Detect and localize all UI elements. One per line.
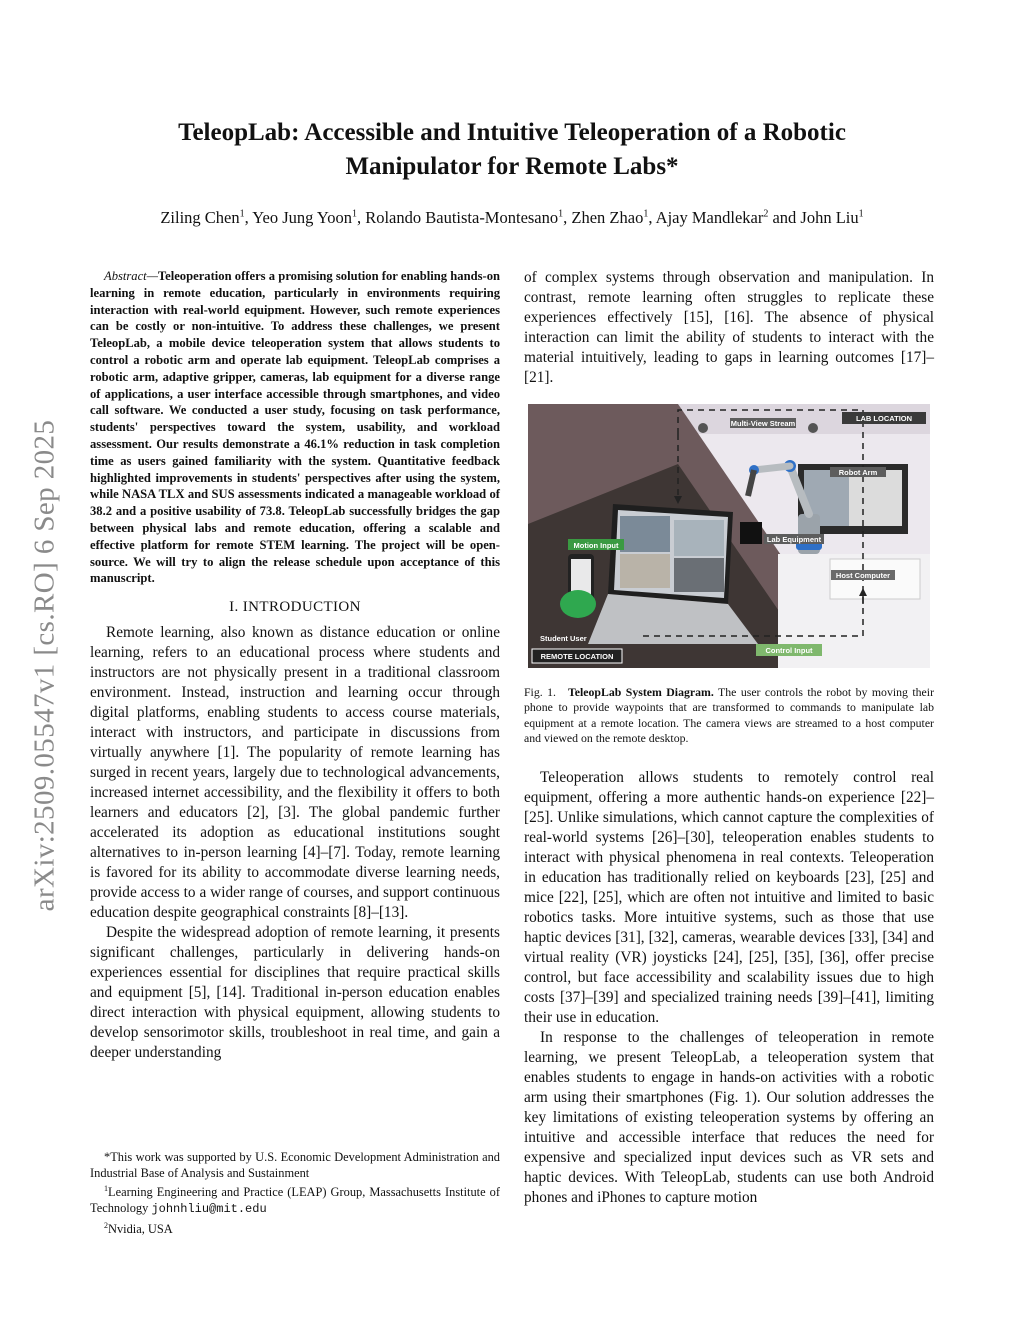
figure-number: Fig. 1.	[524, 685, 556, 699]
author: Ziling Chen	[160, 208, 240, 227]
footnote-affiliation-2: $^2$Nvidia, USA	[104, 1220, 173, 1236]
label-control-input: Control Input	[765, 646, 813, 655]
abstract-label: Abstract	[104, 269, 147, 283]
label-student-user: Student User	[540, 634, 587, 643]
label-lab-equipment: Lab Equipment	[766, 535, 822, 544]
footnote-affiliation-1: $^1$Learning Engineering and Practice (LEAP) Group, Massachusetts Institute of Technology johnhliu@mit.edu	[90, 1184, 500, 1216]
paragraph: In response to the challenges of teleoperation in remote learning, we present TeleopLab, a teleoperation system that enables students to engage in hands-on activities with a robotic arm using their smartphones (Fig. 1). Our solution addresses the key limitations of existing teleoperation systems by offering an intuitive and accessible interface that reduces the need for expensive and specialized input devices such as VR sets and haptic devices. With TeleopLab, students can use both Android phones and iPhones to capture motion	[524, 1029, 934, 1206]
right-column-top	[524, 268, 934, 388]
hand-icon	[560, 590, 596, 618]
paper-title: TeleopLab: Accessible and Intuitive Teleoperation of a Robotic Manipulator for Remote Labs*	[178, 119, 846, 180]
camera-icon	[698, 423, 708, 433]
figure-caption: Fig. 1. TeleopLab System Diagram. The user controls the robot by moving their phone to provide waypoints that are transformed to commands to manipulate lab equipment at a remote location. The camera views are streamed to a host computer and viewed on the remote desktop.	[524, 685, 934, 746]
label-motion-input: Motion Input	[573, 541, 619, 550]
system-diagram-figure	[528, 404, 930, 668]
abstract: Abstract—Teleoperation offers a promising solution for enabling hands-on learning in remote education, particularly in environments requiring interaction with real-world equipment. However, such remote experiences can be costly or non-intuitive. To address these challenges, we present TeleopLab, a mobile device teleoperation system that allows students to control a robotic arm and operate lab equipment. TeleopLab comprises a robotic arm, adaptive gripper, cameras, lab equipment for a diverse range of applications, a user interface accessible through smartphones, and video call software. We conducted a user study, focusing on task performance, students' perspectives toward the system, usability, and workload assessment. Our results demonstrate a 46.1% reduction in task completion time as users gained familiarity with the system. Quantitative feedback highlighted improvements in students' perspectives after using the system, while NASA TLX and SUS assessments indicated a manageable workload of 38.2 and a positive usability of 73.8. TeleopLab successfully bridges the gap between physical labs and remote education, offering a scalable and effective platform for remote STEM learning. The project will be open-source. We will try to align the release schedule upon acceptance of this manuscript.	[90, 269, 500, 586]
label-robot-arm: Robot Arm	[838, 468, 878, 477]
author: Rolando Bautista-Montesano	[365, 208, 559, 227]
lab-equipment-icon	[740, 522, 762, 544]
arxiv-identifier: arXiv:2509.05547v1 [cs.RO] 6 Sep 2025	[28, 419, 61, 911]
camera-icon	[808, 423, 818, 433]
label-remote-location: REMOTE LOCATION	[540, 652, 614, 661]
paragraph: Despite the widespread adoption of remote learning, it presents significant challenges, particularly in delivering hands-on experiences essential for disciplines that require practical skills and equipment [5], [14]. Traditional in-person education enables direct interaction with physical equipment, allowing students to develop sensorimotor skills, troubleshoot in real time, and gain a deeper understanding	[90, 924, 500, 1062]
paragraph: of complex systems through observation and manipulation. In contrast, remote learning often struggles to replicate these experiences effectively [15], [16]. The absence of physical interaction can limit the ability of students to interact with the material intuitively, leading to gaps in learning outcomes [17]–[21].	[524, 269, 934, 386]
right-column-body	[524, 768, 934, 1208]
author: Yeo Jung Yoon	[252, 208, 352, 227]
footnote-funding: *This work was supported by U.S. Economic Development Administration and Industrial Base of Analysis and Sustainment	[90, 1150, 500, 1180]
footnotes	[90, 1150, 500, 1237]
label-multi-view-stream: Multi-View Stream	[730, 419, 796, 428]
section-heading: I. INTRODUCTION	[229, 599, 361, 616]
author: John Liu	[800, 208, 859, 227]
paragraph: Remote learning, also known as distance education or online learning, refers to an educational process where students and instructors are not physically present in a traditional classroom environment. Instead, instruction and learning occur through digital platforms, enabling students to access course materials, interact with instructors, and participate in discussions from virtually anywhere [1]. The popularity of remote learning has surged in recent years, largely due to technological advancements, increased internet accessibility, and the flexibility it offers to both learners and educators [2], [3]. The global pandemic further accelerated its adoption as educational institutions sought alternatives to in-person learning [4]–[7]. Today, remote learning is favored for its ability to accommodate diverse learning needs, provide access to a wider range of courses, and support continuous education despite geographical constraints [8]–[13].	[90, 624, 500, 922]
label-host-computer: Host Computer	[835, 571, 891, 580]
email-link[interactable]: johnhliu@mit.edu	[151, 1201, 267, 1216]
left-column	[90, 268, 500, 1063]
author: Ajay Mandlekar	[655, 208, 764, 227]
label-lab-location: LAB LOCATION	[855, 414, 913, 423]
author-list: Ziling Chen$^1$, Yeo Jung Yoon$^1$, Rolando Bautista-Montesano$^1$, Zhen Zhao$^1$, Ajay Mandlekar$^2$ and John Liu$^1$	[160, 208, 864, 227]
system-diagram	[528, 404, 930, 668]
author: Zhen Zhao	[571, 208, 644, 227]
paragraph: Teleoperation allows students to remotely control real equipment, offering a more authentic hands-on experience [22]–[25]. Unlike simulations, which cannot capture the complexities of real-world systems [26]–[30], teleoperation enables students to interact with physical phenomena in real contexts. Teleoperation in education has traditionally relied on keyboards [23], [25] and mice [22], [25], which are often not intuitive and limited to basic robotics tasks. More intuitive systems, such as those that use haptic devices [31], [32], cameras, wearable devices [33], [34] and virtual reality (VR) joysticks [24], [25], [35], [36], offer precise control, but face accessibility and scalability issues due to high costs [37]–[39] and specialized training needs [39]–[41], limiting their use in education.	[524, 769, 934, 1026]
caption-title: TeleopLab System Diagram.	[568, 685, 714, 699]
